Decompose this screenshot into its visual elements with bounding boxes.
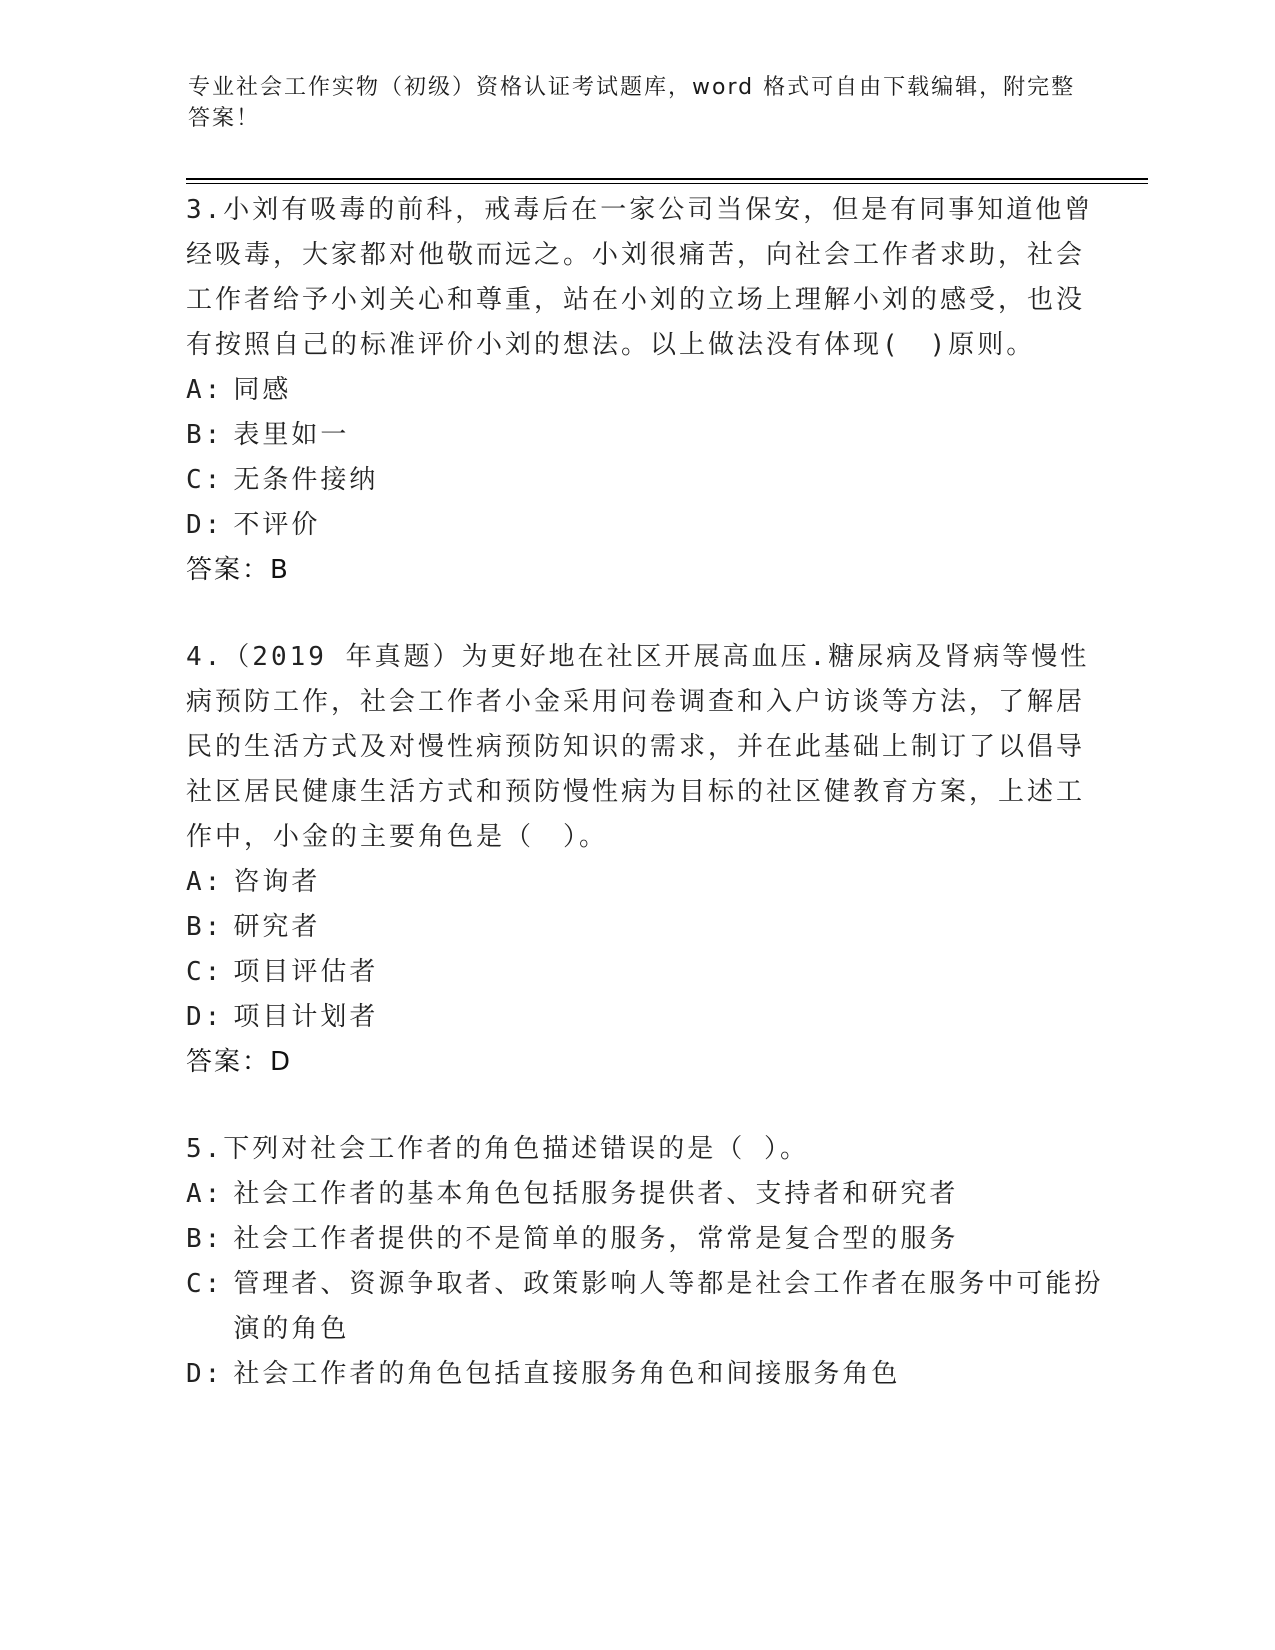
option-b [186,413,1106,458]
header-divider-thin [186,183,1148,184]
option-letter: C: [186,957,224,987]
question-3 [186,188,1106,593]
option-letter: B: [186,912,224,942]
document-header-note: 专业社会工作实物（初级）资格认证考试题库，word 格式可自由下载编辑，附完整答案！ [188,75,1076,131]
option-letter: D: [186,510,224,540]
option-a [186,368,1106,413]
option-b [186,905,1106,950]
question-stem: 4.（2019 年真题）为更好地在社区开展高血压.糖尿病及肾病等慢性病预防工作，社会工作者小金采用问卷调查和入户访谈等方法，了解居民的生活方式及对慢性病预防知识的需求，并在此基础上制订了以倡导社区居民健康生活方式和预防慢性病为目标的社区健教育方案，上述工作中，小金的主要角色是（ ）。 [186,642,1090,852]
option-d [186,503,1106,548]
question-4 [186,635,1106,1085]
option-letter: D: [186,1002,224,1032]
option-text: 社会工作者的角色包括直接服务角色和间接服务角色 [233,1359,901,1389]
option-text: 无条件接纳 [233,465,379,495]
option-c [186,950,1106,995]
option-text: 社会工作者提供的不是简单的服务，常常是复合型的服务 [233,1224,959,1254]
option-b [186,1217,1106,1262]
question-5 [186,1127,1106,1397]
option-c [186,458,1106,503]
header-divider-thick [186,178,1148,180]
option-text: 咨询者 [233,867,321,897]
option-text: 管理者、资源争取者、政策影响人等都是社会工作者在服务中可能扮演的角色 [233,1269,1104,1344]
option-letter: A: [186,867,224,897]
question-list [186,188,1106,1439]
question-stem: 5.下列对社会工作者的角色描述错误的是（ ）。 [186,1134,809,1164]
option-c [186,1262,1106,1352]
option-letter: A: [186,375,224,405]
option-letter: D: [186,1359,224,1389]
option-letter: C: [186,465,224,495]
option-a [186,860,1106,905]
option-letter: B: [186,1224,224,1254]
option-a [186,1172,1106,1217]
option-letter: A: [186,1179,224,1209]
option-d [186,995,1106,1040]
option-text: 社会工作者的基本角色包括服务提供者、支持者和研究者 [233,1179,959,1209]
option-text: 同感 [233,375,292,405]
option-text: 表里如一 [233,420,350,450]
option-d [186,1352,1106,1397]
answer-line: 答案：D [186,1047,293,1077]
answer-line: 答案：B [186,555,290,585]
option-letter: B: [186,420,224,450]
option-text: 项目计划者 [233,1002,379,1032]
option-letter: C: [186,1269,224,1299]
option-text: 不评价 [233,510,321,540]
option-text: 项目评估者 [233,957,379,987]
option-text: 研究者 [233,912,321,942]
question-stem: 3.小刘有吸毒的前科，戒毒后在一家公司当保安，但是有同事知道他曾经吸毒，大家都对他敬而远之。小刘很痛苦，向社会工作者求助，社会工作者给予小刘关心和尊重，站在小刘的立场上理解小刘的感受，也没有按照自己的标准评价小刘的想法。以上做法没有体现( )原则。 [186,195,1094,360]
